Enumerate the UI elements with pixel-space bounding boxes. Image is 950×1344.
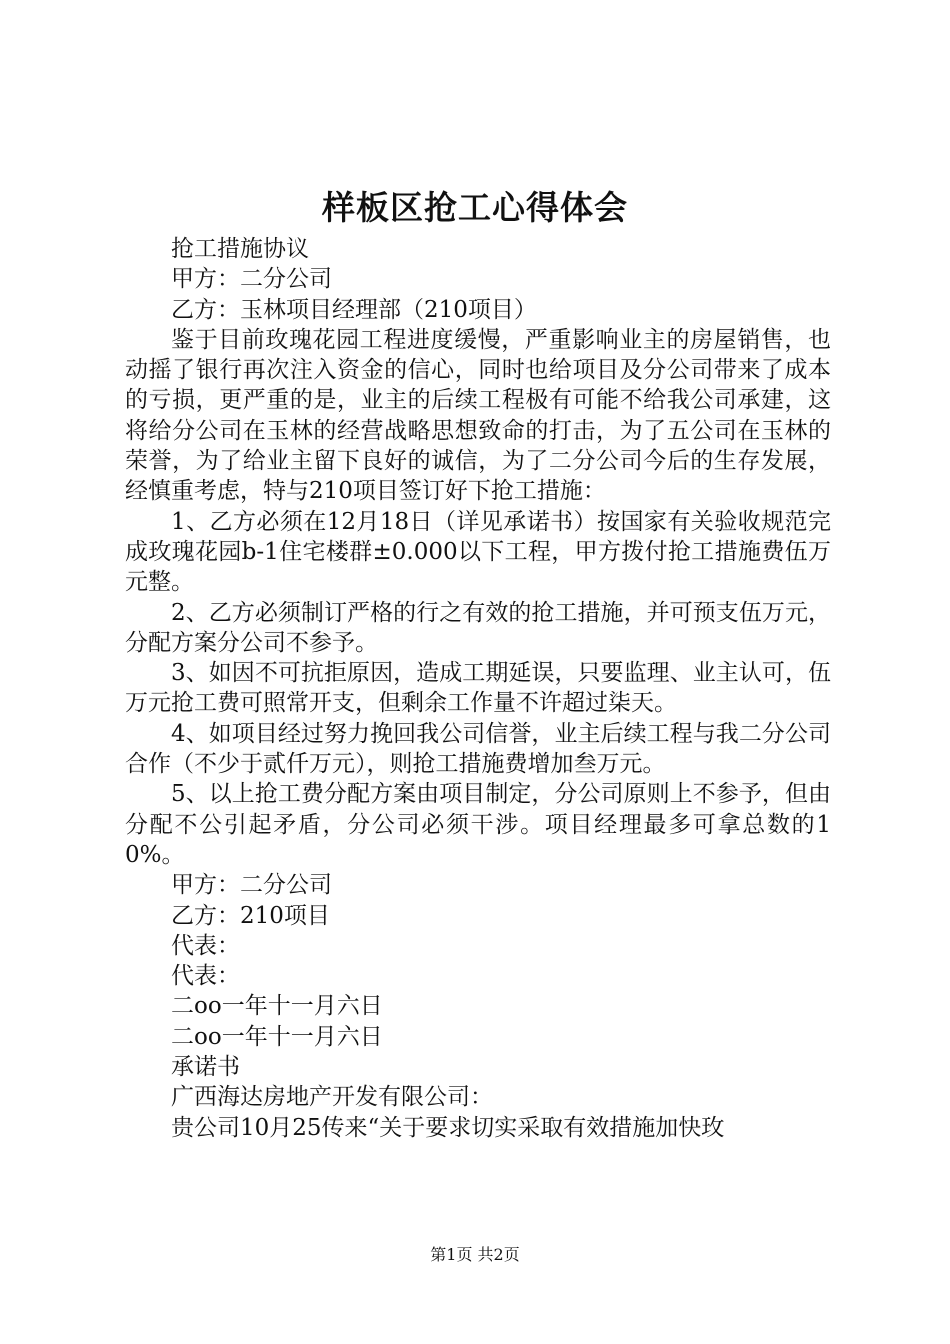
document-body <box>125 234 831 1143</box>
paragraph-preamble: 鉴于目前玫瑰花园工程进度缓慢，严重影响业主的房屋销售，也动摇了银行再次注入资金的信心，同时也给项目及分公司带来了成本的亏损，更严重的是，业主的后续工程极有可能不给我公司承建，这将给分公司在玉林的经营战略思想致命的打击，为了五公司在玉林的荣誉，为了给业主留下良好的诚信，为了二分公司今后的生存发展，经慎重考虑，特与210项目签订好下抢工措施： <box>125 326 831 505</box>
paragraph-clause-3: 3、如因不可抗拒原因，造成工期延误，只要监理、业主认可，伍万元抢工费可照常开支，但剩余工作量不许超过柒天。 <box>125 660 831 717</box>
paragraph-agreement-heading: 抢工措施协议 <box>171 236 309 262</box>
paragraph-date-a: 二oo一年十一月六日 <box>171 993 383 1020</box>
paragraph-date-b: 二oo一年十一月六日 <box>171 1023 383 1050</box>
paragraph-signature-party-a: 甲方：二分公司 <box>171 872 332 899</box>
paragraph-party-a: 甲方：二分公司 <box>171 266 332 293</box>
paragraph-commitment-heading: 承诺书 <box>171 1054 240 1081</box>
paragraph-representative-a: 代表： <box>171 932 240 959</box>
paragraph-clause-5: 5、以上抢工费分配方案由项目制定，分公司原则上不参予，但由分配不公引起矛盾，分公司必须干涉。项目经理最多可拿总数的10%。 <box>125 781 831 868</box>
paragraph-clause-1: 1、乙方必须在12月18日（详见承诺书）按国家有关验收规范完成玫瑰花园b-1住宅楼群±0.000以下工程，甲方拨付抢工措施费伍万元整。 <box>125 508 831 596</box>
document-title: 样板区抢工心得体会 <box>322 188 628 227</box>
paragraph-clause-2: 2、乙方必须制订严格的行之有效的抢工措施，并可预支伍万元，分配方案分公司不参予。 <box>125 599 831 656</box>
paragraph-representative-b: 代表： <box>171 963 240 990</box>
paragraph-party-b: 乙方：玉林项目经理部（210项目） <box>171 296 537 323</box>
page-footer: 第1页 共2页 <box>430 1245 520 1264</box>
paragraph-clause-4: 4、如项目经过努力挽回我公司信誉，业主后续工程与我二分公司合作（不少于贰仟万元），则抢工措施费增加叁万元。 <box>125 720 831 778</box>
paragraph-commitment-body: 贵公司10月25传来“关于要求切实采取有效措施加快玫 <box>171 1114 725 1141</box>
paragraph-signature-party-b: 乙方：210项目 <box>171 902 330 929</box>
paragraph-addressee: 广西海达房地产开发有限公司： <box>171 1084 493 1111</box>
